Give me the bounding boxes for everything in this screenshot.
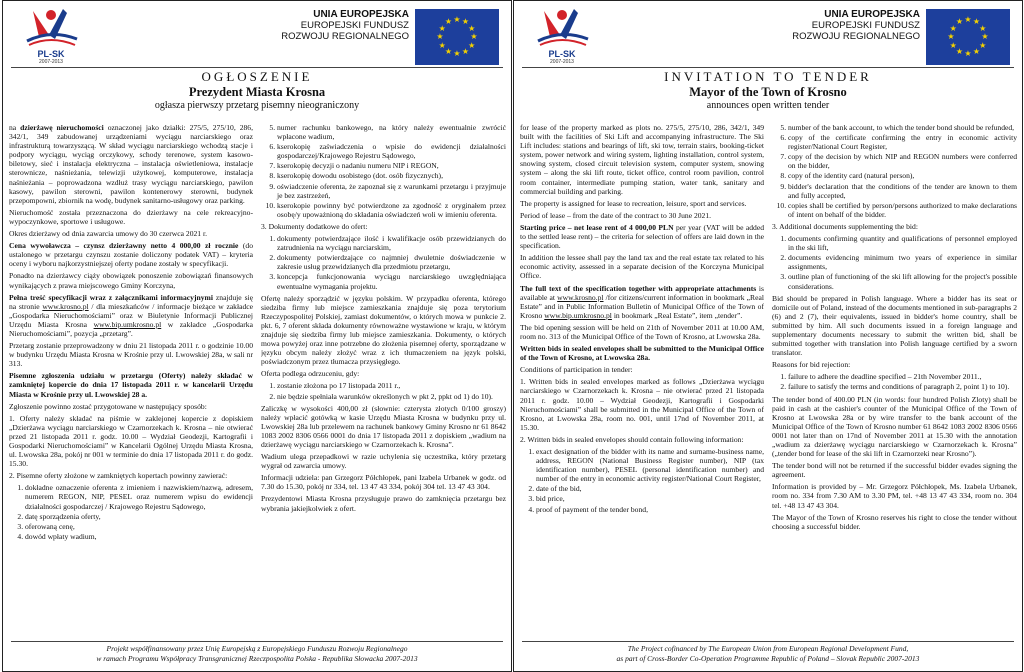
- paragraph: Conditions of participation in tender:: [520, 365, 633, 375]
- page-footer: [522, 641, 1014, 664]
- logo-years: 2007-2013: [550, 59, 574, 65]
- eu-line2: EUROPEJSKI FUNDUSZ: [811, 20, 920, 31]
- link-krosno[interactable]: www.krosno.pl: [557, 292, 604, 302]
- list-item: 9. oświadczenie oferenta, że zapoznał się z warunkami przetargu i przyjmuje je bez zastrzeżeń,: [277, 182, 506, 200]
- eu-star-icon: ★: [947, 32, 955, 41]
- list-item: 7. kserokopię decyzji o nadaniu numeru NIP i REGON,: [277, 161, 506, 170]
- paragraph: Zaliczkę w wysokości 400,00 zł (słownie: czterysta złotych 0/100 groszy) należy wpłacić gotówką w kasie Urzędu Miasta Krosna w budynku przy ul. Lwowskiej 28a lub przelewem na rachunek bankowy Gminy Krosno nr 61 8642 1083 2002 8306 0566 0001 do dnia 17 listopada 2011 z dopiskiem „wadium na dzierżawę wyciągu narciarskiego w Czarnorzekach k. Krosna”.: [261, 403, 506, 449]
- list-item: 3. koncepcja funkcjonowania wyciągu narciarskiego uwzględniająca ewentualne wymagania projektu.: [277, 272, 506, 290]
- page-subtitle-2: ogłasza pierwszy przetarg pisemny nieograniczony: [154, 100, 360, 111]
- list-item: 6. kserokopię zaświadczenia o wpisie do ewidencji działalności gospodarczej/Krajowego Rejestru Sądowego,: [277, 142, 506, 160]
- eu-star-icon: ★: [972, 17, 981, 27]
- paragraph: In addition the lessee shall pay the land tax and the real estate tax related to his economic activity, assessed in a separate decision of the Korczyna Municipal Office.: [520, 253, 764, 281]
- paragraph: Information is provided by – Mr. Grzegorz Półchłopek, Ms. Izabela Urbanek, room no. 334 from 7.30 AM to 3.30 PM, tel. +48 13 47 43 334, room no. 304 tel. +48 13 47 43 304.: [772, 482, 1017, 510]
- paragraph: Nieruchomość została przeznaczona do dzierżawy na cele rekreacyjno-wypoczynkowe, sportowe i usługowe.: [9, 207, 253, 226]
- list-item: 10. kserokopie powinny być potwierdzone za zgodność z oryginałem przez osobę/y upoważnioną do składania oświadczeń woli w imieniu oferenta.: [277, 201, 506, 219]
- list-item: 3. outline plan of functioning of the ski lift allowing for the project's possible considerations.: [788, 272, 1017, 290]
- paragraph: Cena wywoławcza – czynsz dzierżawny netto 4 000,00 zł rocznie (do ustalonego w przetargu czynszu zostanie doliczony podatek VAT) – kryteria oceny i wyboru najkorzystniejszej oferty podane zostały w specyfikacji.: [9, 241, 253, 269]
- eu-line2: EUROPEJSKI FUNDUSZ: [300, 20, 409, 31]
- pl-sk-logo: [530, 5, 594, 67]
- list-contents: [9, 483, 253, 541]
- list-item: 1. documents confirming quantity and qualifications of personnel employed in the ski lift,: [788, 234, 1017, 252]
- eu-star-icon: ★: [468, 40, 476, 50]
- list-item: 9. bidder's declaration that the conditions of the tender are known to them and fully accepted,: [788, 182, 1017, 200]
- eu-flag-icon: [926, 9, 1010, 65]
- logo-years: 2007-2013: [39, 59, 63, 65]
- eu-star-icon: ★: [979, 40, 987, 50]
- eu-star-icon: ★: [436, 32, 444, 41]
- paragraph: Prezydentowi Miasta Krosna przysługuje prawo do zamknięcia przetargu bez wybrania jakiejkolwiek z ofert.: [261, 494, 506, 513]
- eu-star-icon: ★: [964, 15, 972, 24]
- eu-star-icon: ★: [981, 32, 989, 41]
- list-additional: [772, 234, 1017, 291]
- paragraph: Ponadto na dzierżawcy ciąży obowiązek ponoszenie zobowiązań finansowych wynikających z prawa miejscowego Gminy Korczyna,: [9, 271, 253, 290]
- paragraph: 3. Dokumenty dodatkowe do ofert:: [261, 221, 368, 231]
- list-item: 2. date of the bid,: [536, 484, 764, 493]
- eu-header: [281, 9, 499, 65]
- paragraph: Starting price – net lease rent of 4 000,00 PLN per year (VAT will be added to the settled lease rent) – the criteria for selection of offers are laid down in the specification.: [520, 222, 764, 251]
- paragraph: Written bids in sealed envelopes shall be submitted to the Municipal Office of the Town of Krosno, at Lwowska 28a.: [520, 344, 764, 363]
- logo-name: PL-SK: [37, 49, 65, 59]
- notice-page-polish: [2, 0, 512, 672]
- list-item: 2. datę sporządzenia oferty,: [25, 512, 253, 521]
- paragraph: The full text of the specification together with appropriate attachments is available at www.krosno.pl /for citizens/current information in bookmark „Real Estate” and in Public Information Bulletin of Municipal Office of the Town of Krosno www.bip.umkrosno.pl in bookmark „Real Estate”, item „tender”.: [520, 283, 764, 320]
- link-bip[interactable]: www.bip.umkrosno.pl: [544, 310, 612, 320]
- list-item: 4. dowód wpłaty wadium,: [25, 532, 253, 541]
- eu-star-icon: ★: [955, 46, 964, 56]
- eu-star-icon: ★: [972, 46, 981, 56]
- paragraph: 3. Additional documents supplementing the bid:: [772, 221, 918, 231]
- eu-line3: ROZWOJU REGIONALNEGO: [281, 31, 409, 42]
- logo-name: PL-SK: [548, 49, 576, 59]
- list-item: 1. dokładne oznaczenie oferenta z imieniem i nazwiskiem/nazwą, adresem, numerem REGON, NIP, PESEL oraz numerem wpisu do ewidencji działalności gospodarczej / Krajowego Rejestru Sądowego,: [25, 483, 253, 510]
- paragraph: The tender bond will not be returned if the successful bidder evades signing the agreement.: [772, 461, 1017, 480]
- list-item: 7. copy of the decision by which NIP and REGON numbers were conferred on the bidder,: [788, 152, 1017, 170]
- pl-sk-emblem-icon: [19, 5, 83, 49]
- list-rejection: [261, 381, 506, 400]
- list-item: 1. failure to adhere the deadline specified – 21th November 2011.,: [788, 372, 1017, 381]
- header-rule: [522, 67, 1014, 68]
- paragraph: na dzierżawę nieruchomości oznaczonej jako działki: 275/5, 275/10, 286, 342/1, 349 zabudowanej urządzeniami wyciągu narciarskiego oraz infrastrukturą towarzyszącą. W skład wyciągu narciarskiego wchodzą stacje i podpory wyciągu, wyciąg orczykowy, schody terenowe, system kasowo-biletowy, sieć i instalacja elektryczna – instalacja oświetleniowa, instalacje sterownicze, naśnieżania, telewizji użytkowej, komputerowe, instalacja naśnieżania – poprowadzona wzdłuż trasy wyciągu narciarskiego, pawilon kasowy, pawilon sterowni, pawilon kontenerowy sterowni, budynek przepompowni, zbiornik na wodę, budynek sanitarno-usługowy oraz parking.: [9, 123, 253, 205]
- list-item: 5. numer rachunku bankowego, na który należy ewentualnie zwrócić wpłacone wadium,: [277, 123, 506, 141]
- eu-flag-icon: [415, 9, 499, 65]
- paragraph: Reasons for bid rejection:: [772, 360, 851, 370]
- eu-star-icon: ★: [461, 46, 470, 56]
- eu-star-icon: ★: [461, 17, 470, 27]
- paragraph: 2. Pisemne oferty złożone w zamkniętych kopertach powinny zawierać:: [9, 471, 228, 481]
- paragraph: Ofertę należy sporządzić w języku polskim. W przypadku oferenta, którego siedziba firmy lub miejsce zamieszkania znajduje się poza terytorium Rzeczypospolitej Polskiej, zamiast dokumentów, o których mowa w punkcie 2. pkt. 6, 7 oferent składa dokumenty równoważne wystawione w kraju, w którym znajduje się siedziba firmy lub miejsce zamieszkania. Dokumenty, o których mowa powyżej oraz inne potrzebne do złożenia pisemnej oferty, sporządzane w języku obcym należy złożyć wraz z ich tłumaczeniem na język polski, poświadczonym przez tłumacza przysięgłego.: [261, 293, 506, 367]
- list-item: 1. dokumenty potwierdzające ilość i kwalifikacje osób przewidzianych do zatrudnienia na wyciągu narciarskim,: [277, 234, 506, 252]
- notice-page-english: [513, 0, 1023, 672]
- list-additional: [261, 234, 506, 291]
- eu-star-icon: ★: [438, 23, 446, 33]
- eu-line1: UNIA EUROPEJSKA: [313, 9, 409, 20]
- list-item: 2. documents evidencing minimum two years of experience in similar assignments,: [788, 253, 1017, 271]
- page-subtitle: Mayor of the Town of Krosno: [689, 85, 847, 99]
- footer-line2: w ramach Programu Współpracy Transgranicznej Rzeczpospolita Polska - Republika Słowacka 2007-2013: [96, 654, 418, 663]
- eu-star-icon: ★: [949, 23, 957, 33]
- paragraph: The property is assigned for lease to recreation, leisure, sport and services.: [520, 198, 747, 208]
- column-right: [261, 123, 506, 633]
- paragraph: 1. Oferty należy składać na piśmie w zaklejonej kopercie z dopiskiem „Dzierżawa wyciągu narciarskiego w Czarnorzekach k. Krosna – nie otwierać przed 21 listopada 2011 r. godz. 10.00 – Wydział Geodezji, Kartografii i Gospodarki Nieruchomościami” w Kancelarii Ogólnej Urzędu Miasta Krosna, ul. Lwowska 28a, pokój nr 001 w terminie do dnia 17 listopada 2011 r. do godz. 15.30.: [9, 413, 253, 469]
- column-left: [9, 123, 253, 633]
- page-footer: [11, 641, 503, 664]
- paragraph: Oferta podlega odrzuceniu, gdy:: [261, 369, 360, 379]
- paragraph: for lease of the property marked as plots no. 275/5, 275/10, 286, 342/1, 349 built with the facilities of Ski Lift and accompanying infrastructure. The Ski Lift includes: stations and bearings of lift, ski tow, terrain stairs, booking-ticket system, power network and wiring system, lighting installation, control system, snowing system, closed circuit television system, computer system, snowing system – along the ski lift route, ticket office, control room pavilion, control room container, intermediate pumping station, water tank, sanitary and commercial building and parking.: [520, 123, 764, 196]
- list-contents-cont: [261, 123, 506, 219]
- eu-star-icon: ★: [468, 23, 476, 33]
- eu-star-icon: ★: [979, 23, 987, 33]
- paragraph: 1. Written bids in sealed envelopes marked as follows „Dzierżawa wyciągu narciarskiego w Czarnorzekach k. Krosna – nie otwierać przed 21 listopada 2011 r. godz. 10.00 – Wydział Geodezji, Kartografii i Gospodarki Nieruchomościami” shall be submitted in the Municipal Office of the Town of Krosno, at Lwowska 28a, room no. 001, until 17nd of November 2011, at 15.30.: [520, 377, 764, 432]
- eu-header: [792, 9, 1010, 65]
- paragraph: Okres dzierżawy od dnia zawarcia umowy do 30 czerwca 2021 r.: [9, 229, 207, 239]
- list-item: 4. proof of payment of the tender bond,: [536, 505, 764, 514]
- list-item: 6. copy of the certificate confirming the entry in economic activity register/National Court Register,: [788, 133, 1017, 151]
- list-item: 2. dokumenty potwierdzające co najmniej dwuletnie doświadczenie w zakresie usług przewidzianych dla przedmiotu przetargu,: [277, 253, 506, 271]
- eu-star-icon: ★: [453, 15, 461, 24]
- list-contents: [520, 447, 764, 514]
- page-title: INVITATION TO TENDER: [664, 69, 872, 84]
- column-right: [772, 123, 1017, 633]
- link-bip[interactable]: www.bip.umkrosno.pl: [93, 319, 162, 329]
- eu-star-icon: ★: [964, 49, 972, 58]
- paragraph: The Mayor of the Town of Krosno reserves his right to close the tender without choosing a successful bidder.: [772, 512, 1017, 531]
- eu-line1: UNIA EUROPEJSKA: [824, 9, 920, 20]
- list-rejection: [772, 372, 1017, 391]
- eu-star-icon: ★: [955, 17, 964, 27]
- list-item: 1. zostanie złożona po 17 listopada 2011 r.,: [277, 381, 506, 390]
- page-subtitle: Prezydent Miasta Krosna: [188, 85, 326, 99]
- list-item: 2. nie będzie spełniała warunków określonych w pkt 2, ppkt od 1) do 10).: [277, 392, 506, 401]
- paragraph: Przetarg zostanie przeprowadzony w dniu 21 listopada 2011 r. o godzinie 10.00 w budynku Urzędu Miasta Krosna w Krośnie przy ul. Lwowskiej 28a, w sali nr 313.: [9, 341, 253, 369]
- list-item: 3. oferowaną cenę,: [25, 522, 253, 531]
- paragraph: Pełna treść specyfikacji wraz z załącznikami informacyjnymi znajduje się na stronie www.krosno.pl / dla mieszkańców / informacje bieżące w zakładce „Gospodarka Nieruchomościami” oraz w Biuletynie Informacji Publicznej Urzędu Miasta Krosna www.bip.umkrosno.pl w zakładce „Gospodarka Nieruchomościami”, pozycja „przetarg”.: [9, 292, 253, 338]
- footer-line2: as part of Cross-Border Co-Operation Programme Republic of Poland – Slovak Republic 2007-2013: [616, 654, 920, 663]
- eu-star-icon: ★: [453, 49, 461, 58]
- paragraph: Bid should be prepared in Polish language. Where a bidder has its seat or domicile out of Poland, instead of the documents mentioned in sub-paragraphs 2 (6) and 2 (7), their equivalents, issued in bidder's home country, shall be submitted by him. All such documents issued in a foreign language and supplementary documents necessary to submit the written bid, shall be submitted together with translation into Polish language certified by a sworn translator.: [772, 293, 1017, 358]
- eu-line3: ROZWOJU REGIONALNEGO: [792, 31, 920, 42]
- list-item: 2. failure to satisfy the terms and conditions of paragraph 2, point 1) to 10).: [788, 382, 1017, 391]
- list-contents-cont: [772, 123, 1017, 219]
- list-item: 3. bid price,: [536, 494, 764, 503]
- eu-star-icon: ★: [470, 32, 478, 41]
- paragraph: Wadium ulega przepadkowi w razie uchylenia się uczestnika, który przetarg wygrał od zawarcia umowy.: [261, 452, 506, 471]
- paragraph: 2. Written bids in sealed envelopes should contain following information:: [520, 434, 744, 444]
- paragraph: The bid opening session will be held on 21th of November 2011 at 10.00 AM, room no. 313 of the Municipal Office of the Town of Krosno, at Lwowska 28a.: [520, 322, 764, 341]
- header-rule: [11, 67, 503, 68]
- paragraph: Zgłoszenie powinno zostać przygotowane w następujący sposób:: [9, 401, 207, 411]
- eu-star-icon: ★: [438, 40, 446, 50]
- paragraph: Pisemne zgłoszenia udziału w przetargu (Oferty) należy składać w zamkniętej kopercie do dnia 17 listopada 2011 r. w kancelarii Urzędu Miasta w Krośnie przy ul. Lwowskiej 28 a.: [9, 371, 253, 399]
- eu-star-icon: ★: [444, 17, 453, 27]
- paragraph: Period of lease – from the date of the contract to 30 June 2021.: [520, 210, 712, 220]
- paragraph: Informacji udziela: pan Grzegorz Półchłopek, pani Izabela Urbanek w godz. od 7.30 do 15.30, pokój nr 334, tel. 13 47 43 334, pokój 304 tel. 13 47 43 304.: [261, 473, 506, 492]
- eu-star-icon: ★: [949, 40, 957, 50]
- footer-line1: Projekt współfinansowany przez Unię Europejską z Europejskiego Funduszu Rozwoju Regionalnego: [106, 644, 408, 653]
- pl-sk-emblem-icon: [530, 5, 594, 49]
- eu-star-icon: ★: [444, 46, 453, 56]
- page-subtitle-2: announces open written tender: [706, 100, 830, 111]
- list-item: 10. copies shall be certified by person/persons authorized to make declarations of intent on behalf of the bidder.: [788, 201, 1017, 219]
- pl-sk-logo: [19, 5, 83, 67]
- page-title: OGŁOSZENIE: [201, 69, 313, 84]
- list-item: 5. number of the bank account, to which the tender bond should be refunded,: [788, 123, 1017, 132]
- footer-line1: The Project cofinanced by The European Union from European Regional Development Fund,: [627, 644, 909, 653]
- paragraph: The tender bond of 400.00 PLN (in words: four hundred Polish Zloty) shall be paid in cash at the cashier's counter of the Municipal Office of the Town of Krosno at Lwowska 28a or by wire transfer to the bank account of the Municipal Office of the Town of Krosno number 61 8642 1083 2002 8306 0566 0001 not later than on 17nd of November 2011 at 15.30 with the annotation „wadium za dzierżawę wyciągu narciarskiego w Czarnorzekach k. Krosna” („tender bond for lease of the ski lift in Czarnorzeki near Krosno”).: [772, 394, 1017, 459]
- list-item: 8. kserokopię dowodu osobistego (dot. osób fizycznych),: [277, 171, 506, 180]
- list-item: 8. copy of the identity card (natural person),: [788, 171, 1017, 180]
- link-krosno[interactable]: www.krosno.pl: [42, 301, 89, 311]
- column-left: [520, 123, 764, 633]
- list-item: 1. exact designation of the bidder with its name and surname-business name, address, REGON (National Business Register number), NIP (tax identification number), PESEL (personal identification number) and number of the entry in economic activity register/National Court Register,: [536, 447, 764, 483]
